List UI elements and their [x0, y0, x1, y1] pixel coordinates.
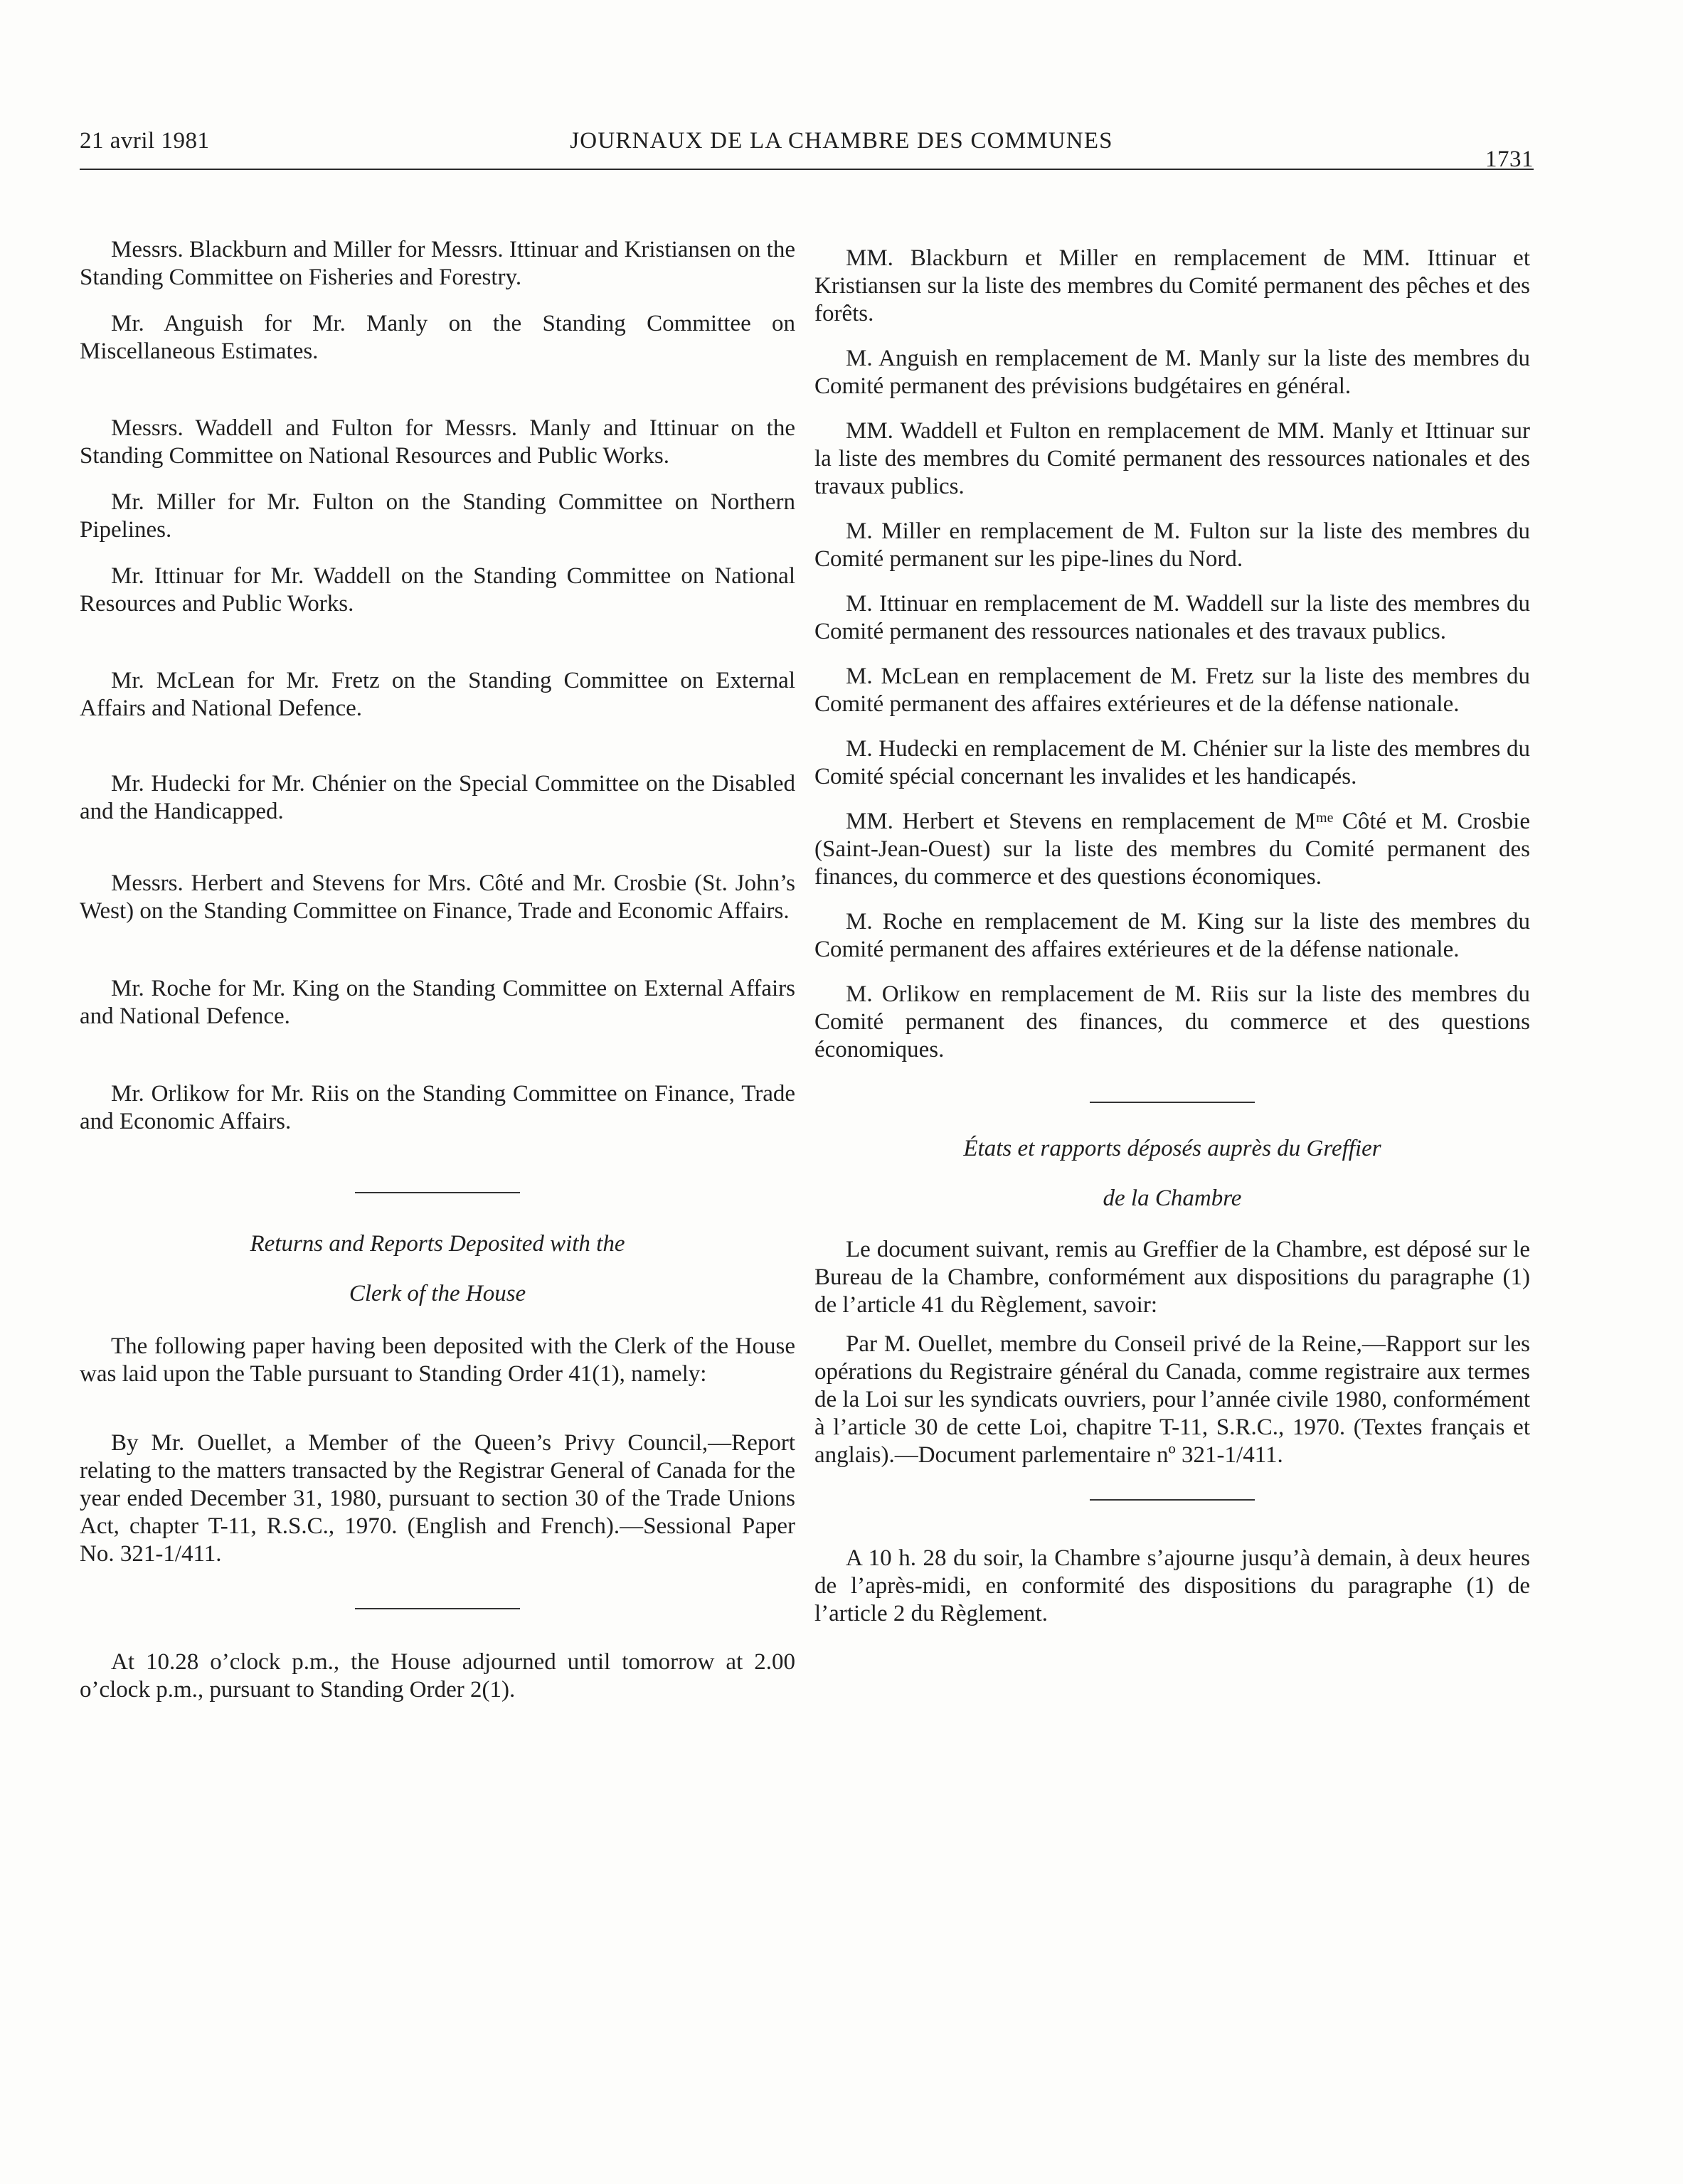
header-rule [80, 169, 1534, 170]
substitution-paragraph: Messrs. Blackburn and Miller for Messrs. Ittinuar and Kristiansen on the Standing Committee on Fisheries and Forestry. [80, 237, 795, 290]
substitution-paragraph: Mr. Miller for Mr. Fulton on the Standing Committee on Northern Pipelines. [80, 489, 795, 543]
substitution-paragraph: Messrs. Waddell and Fulton for Messrs. Manly and Ittinuar on the Standing Committee on National Resources and Public Works. [80, 415, 795, 469]
substitution-paragraph: MM. Herbert et Stevens en remplacement de Mᵐᵉ Côté et M. Crosbie (Saint-Jean-Ouest) sur la liste des membres du Comité permanent des finances, du commerce et des questions économiques. [814, 809, 1530, 890]
english-column [80, 236, 795, 1726]
deposit-intro: The following paper having been deposited with the Clerk of the House was laid upon the Table pursuant to Standing Order 41(1), namely: [80, 1333, 795, 1387]
section-divider [1090, 1102, 1255, 1103]
section-divider [355, 1192, 520, 1193]
substitution-paragraph: MM. Waddell et Fulton en remplacement de MM. Manly et Ittinuar sur la liste des membres du Comité permanent des ressources nationales et des travaux publics. [814, 418, 1530, 499]
section-heading-line2: Clerk of the House [349, 1281, 526, 1306]
section-divider [1090, 1499, 1255, 1501]
substitution-paragraph: Messrs. Herbert and Stevens for Mrs. Côté and Mr. Crosbie (St. John’s West) on the Standing Committee on Finance, Trade and Economic Affairs. [80, 870, 795, 924]
french-column [814, 245, 1530, 1650]
header-title: JOURNAUX DE LA CHAMBRE DES COMMUNES [570, 128, 1113, 154]
substitution-paragraph: M. Hudecki en remplacement de M. Chénier sur la liste des membres du Comité spécial concernant les invalides et les handicapés. [814, 736, 1530, 789]
deposit-intro: Le document suivant, remis au Greffier de la Chambre, est déposé sur le Bureau de la Chambre, conformément aux dispositions du paragraphe (1) de l’article 41 du Règlement, savoir: [814, 1237, 1530, 1318]
substitution-paragraph: Mr. Hudecki for Mr. Chénier on the Special Committee on the Disabled and the Handicapped. [80, 771, 795, 824]
substitution-paragraph: M. Anguish en remplacement de M. Manly sur la liste des membres du Comité permanent des prévisions budgétaires en général. [814, 346, 1530, 399]
header-date: 21 avril 1981 [80, 128, 210, 154]
substitution-paragraph: Mr. McLean for Mr. Fretz on the Standing Committee on External Affairs and National Defence. [80, 668, 795, 721]
substitution-paragraph: MM. Blackburn et Miller en remplacement de MM. Ittinuar et Kristiansen sur la liste des membres du Comité permanent des pêches et des forêts. [814, 245, 1530, 326]
substitution-paragraph: M. Roche en remplacement de M. King sur la liste des membres du Comité permanent des affaires extérieures et de la défense nationale. [814, 909, 1530, 962]
section-heading-line2: de la Chambre [1103, 1186, 1242, 1211]
substitution-paragraph: M. Ittinuar en remplacement de M. Waddell sur la liste des membres du Comité permanent des ressources nationales et des travaux publics. [814, 591, 1530, 644]
substitution-paragraph: Mr. Orlikow for Mr. Riis on the Standing Committee on Finance, Trade and Economic Affairs. [80, 1081, 795, 1134]
substitution-paragraph: Mr. Anguish for Mr. Manly on the Standing Committee on Miscellaneous Estimates. [80, 311, 795, 364]
deposit-item: Par M. Ouellet, membre du Conseil privé de la Reine,—Rapport sur les opérations du Registraire général du Canada, comme registraire aux termes de la Loi sur les syndicats ouvriers, pour l’année civile 1980, conformément à l’article 30 de cette Loi, chapitre T-11, S.R.C., 1970. (Textes français et anglais).—Document parlementaire nº 321-1/411. [814, 1331, 1530, 1468]
adjournment-paragraph: A 10 h. 28 du soir, la Chambre s’ajourne jusqu’à demain, à deux heures de l’après-midi, en conformité des dispositions du paragraphe (1) de l’article 2 du Règlement. [814, 1545, 1530, 1626]
section-heading-line1: États et rapports déposés auprès du Greffier [963, 1136, 1381, 1161]
substitution-paragraph: M. Miller en remplacement de M. Fulton sur la liste des membres du Comité permanent sur les pipe-lines du Nord. [814, 518, 1530, 572]
section-heading-line1: Returns and Reports Deposited with the [250, 1231, 625, 1257]
substitution-paragraph: Mr. Roche for Mr. King on the Standing Committee on External Affairs and National Defence. [80, 976, 795, 1029]
substitution-paragraph: M. Orlikow en remplacement de M. Riis sur la liste des membres du Comité permanent des finances, du commerce et des questions économiques. [814, 981, 1530, 1062]
deposit-item: By Mr. Ouellet, a Member of the Queen’s Privy Council,—Report relating to the matters transacted by the Registrar General of Canada for the year ended December 31, 1980, pursuant to section 30 of the Trade Unions Act, chapter T-11, R.S.C., 1970. (English and French).—Sessional Paper No. 321-1/411. [80, 1430, 795, 1567]
adjournment-paragraph: At 10.28 o’clock p.m., the House adjourned until tomorrow at 2.00 o’clock p.m., pursuant to Standing Order 2(1). [80, 1649, 795, 1703]
page-number: 1731 [1485, 147, 1534, 172]
substitution-paragraph: Mr. Ittinuar for Mr. Waddell on the Standing Committee on National Resources and Public Works. [80, 563, 795, 617]
section-divider [355, 1608, 520, 1609]
substitution-paragraph: M. McLean en remplacement de M. Fretz sur la liste des membres du Comité permanent des affaires extérieures et de la défense nationale. [814, 664, 1530, 717]
